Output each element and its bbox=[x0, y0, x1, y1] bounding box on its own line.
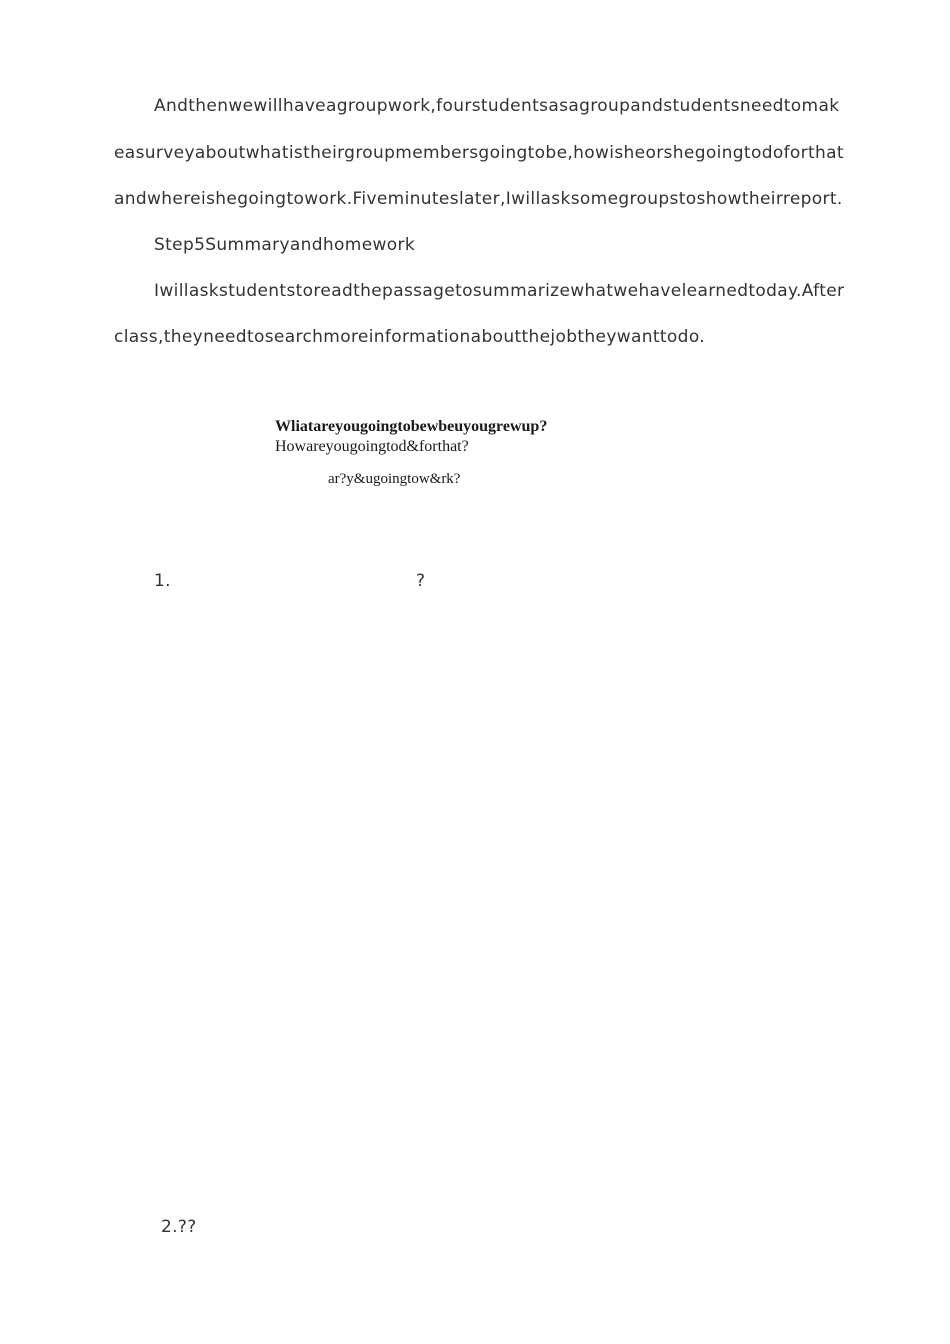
figure-question-3: ar?y&ugoingtow&rk? bbox=[328, 471, 461, 487]
figure-question-1: Wliatareyougoingtobewbeuyougrewup? bbox=[275, 418, 548, 435]
paragraph-line: Andthenwewillhaveagroupwork,fourstudentsasagroupandstudentsneedtomak bbox=[154, 96, 840, 116]
list-item-1-number: 1. bbox=[154, 571, 171, 591]
step-heading: Step5Summaryandhomework bbox=[154, 235, 416, 255]
list-item-2: 2.?? bbox=[161, 1217, 197, 1237]
paragraph-line: class,theyneedtosearchmoreinformationaboutthejobtheywanttodo. bbox=[114, 327, 706, 347]
paragraph-line: easurveyaboutwhatistheirgroupmembersgoingtobe,howisheorshegoingtodoforthat bbox=[114, 143, 844, 163]
paragraph-line: andwhereishegoingtowork.Fiveminuteslater,Iwillasksomegroupstoshowtheirreport. bbox=[114, 189, 843, 209]
paragraph-line: Iwillaskstudentstoreadthepassagetosummarizewhatwehavelearnedtoday.After bbox=[154, 281, 845, 301]
figure-question-2: Howareyougoingtod&forthat? bbox=[275, 438, 469, 455]
list-item-1-question: ? bbox=[416, 571, 426, 591]
